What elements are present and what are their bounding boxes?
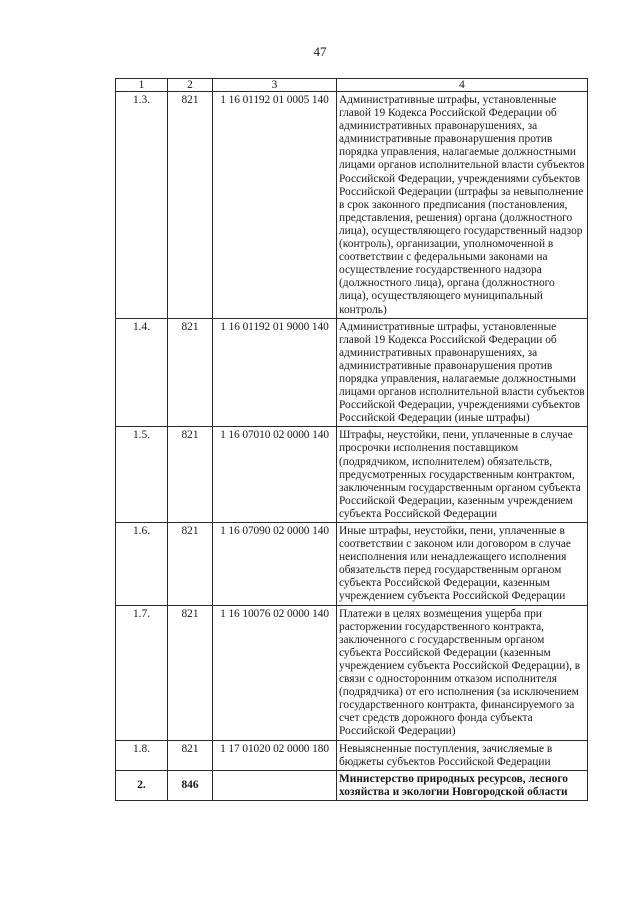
- description-cell: Штрафы, неустойки, пени, уплаченные в случае просрочки исполнения поставщиком (подрядчиком, исполнителем) обязательств, предусмотренных государственным контрактом, заключенным государственным органом субъекта Российской Федерации, казенным учреждением субъекта Российской Федерации: [337, 427, 588, 523]
- table-row: [116, 427, 588, 523]
- admin-code-cell: 821: [168, 427, 213, 523]
- admin-code-cell: 846: [168, 770, 213, 800]
- row-number-cell: 1.5.: [116, 427, 168, 523]
- header-cell-2: 2: [168, 79, 213, 92]
- budget-code-cell: 1 17 01020 02 0000 180: [213, 740, 337, 770]
- budget-code-cell: 1 16 01192 01 9000 140: [213, 318, 337, 427]
- row-number-cell: 2.: [116, 770, 168, 800]
- header-cell-1: 1: [116, 79, 168, 92]
- row-number-cell: 1.6.: [116, 523, 168, 606]
- table-row: [116, 770, 588, 800]
- description-cell: Платежи в целях возмещения ущерба при расторжении государственного контракта, заключенного с государственным органом субъекта Российской Федерации (казенным учреждением субъекта Российской Федерации), в связи с односторонним отказом исполнителя (подрядчика) от его исполнения (за исключением государственного контракта, финансируемого за счет средств дорожного фонда субъекта Российской Федерации): [337, 605, 588, 740]
- revenue-classification-table: [115, 78, 588, 801]
- admin-code-cell: 821: [168, 92, 213, 319]
- description-cell: Министерство природных ресурсов, лесного хозяйства и экологии Новгородской области: [337, 770, 588, 800]
- budget-code-cell: [213, 770, 337, 800]
- row-number-cell: 1.7.: [116, 605, 168, 740]
- table-row: [116, 605, 588, 740]
- page-number: 47: [313, 44, 327, 59]
- description-cell: Невыясненные поступления, зачисляемые в бюджеты субъектов Российской Федерации: [337, 740, 588, 770]
- budget-code-cell: 1 16 07010 02 0000 140: [213, 427, 337, 523]
- table-row: [116, 523, 588, 606]
- admin-code-cell: 821: [168, 740, 213, 770]
- header-cell-4: 4: [337, 79, 588, 92]
- row-number-cell: 1.8.: [116, 740, 168, 770]
- admin-code-cell: 821: [168, 318, 213, 427]
- description-cell: Административные штрафы, установленные главой 19 Кодекса Российской Федерации об административных правонарушениях, за административные правонарушения против порядка управления, налагаемые должностными лицами органов исполнительной власти субъектов Российской Федерации, учреждениями субъектов Российской Федерации (иные штрафы): [337, 318, 588, 427]
- row-number-cell: 1.3.: [116, 92, 168, 319]
- row-number-cell: 1.4.: [116, 318, 168, 427]
- budget-code-cell: 1 16 07090 02 0000 140: [213, 523, 337, 606]
- table-header-row: [116, 79, 588, 92]
- table-row: [116, 318, 588, 427]
- description-cell: Иные штрафы, неустойки, пени, уплаченные в соответствии с законом или договором в случае неисполнения или ненадлежащего исполнения обязательств перед государственным органом субъекта Российской Федерации, казенным учреждением субъекта Российской Федерации: [337, 523, 588, 606]
- admin-code-cell: 821: [168, 523, 213, 606]
- admin-code-cell: 821: [168, 605, 213, 740]
- header-cell-3: 3: [213, 79, 337, 92]
- budget-code-cell: 1 16 10076 02 0000 140: [213, 605, 337, 740]
- description-cell: Административные штрафы, установленные главой 19 Кодекса Российской Федерации об административных правонарушениях, за административные правонарушения против порядка управления, налагаемые должностными лицами органов исполнительной власти субъектов Российской Федерации, учреждениями субъектов Российской Федерации (штрафы за невыполнение в срок законного предписания (постановления, представления, решения) органа (должностного лица), осуществляющего государственный надзор (контроль), организации, уполномоченной в соответствии с федеральными законами на осуществление государственного надзора (должностного лица), органа (должностного лица), осуществляющего муниципальный контроль): [337, 92, 588, 319]
- table-row: [116, 740, 588, 770]
- budget-code-cell: 1 16 01192 01 0005 140: [213, 92, 337, 319]
- table-row: [116, 92, 588, 319]
